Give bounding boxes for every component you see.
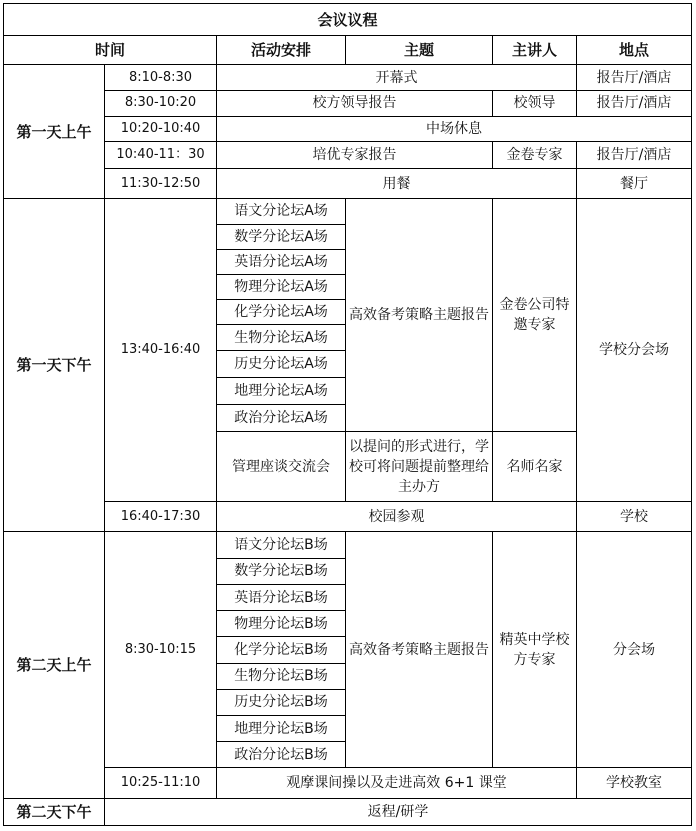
forum-cell: 英语分论坛B场: [217, 585, 346, 611]
forum-cell: 英语分论坛A场: [217, 249, 346, 274]
forum-cell: 政治分论坛B场: [217, 742, 346, 768]
time-cell: 11:30-12:50: [105, 169, 217, 199]
venue-cell: 餐厅: [577, 169, 692, 199]
forum-cell: 语文分论坛A场: [217, 199, 346, 224]
table-row: [4, 531, 692, 558]
activity-cell: 校方领导报告: [217, 90, 493, 116]
venue-cell: 报告厅/酒店: [577, 141, 692, 168]
forum-cell: 地理分论坛A场: [217, 377, 346, 404]
forum-cell: 生物分论坛A场: [217, 325, 346, 351]
table-row: [4, 116, 692, 141]
venue-cell: 报告厅/酒店: [577, 65, 692, 90]
forum-cell: 地理分论坛B场: [217, 716, 346, 742]
time-cell: 16:40-17:30: [105, 502, 217, 531]
time-cell: 10:20-10:40: [105, 116, 217, 141]
header-row: [4, 36, 692, 65]
venue-cell: 学校教室: [577, 768, 692, 798]
activity-cell: 中场休息: [217, 116, 692, 141]
table-row: [4, 169, 692, 199]
speaker-cell: 金卷公司特邀专家: [493, 199, 577, 432]
day-label: 第二天下午: [4, 798, 105, 825]
agenda-table: [3, 3, 692, 826]
activity-cell: 管理座谈交流会: [217, 431, 346, 502]
activity-cell: 用餐: [217, 169, 577, 199]
header-activity: 活动安排: [217, 36, 346, 65]
forum-cell: 政治分论坛A场: [217, 404, 346, 431]
forum-cell: 历史分论坛A场: [217, 351, 346, 377]
forum-cell: 数学分论坛A场: [217, 224, 346, 249]
table-row: [4, 768, 692, 798]
time-cell: 13:40-16:40: [105, 199, 217, 502]
forum-cell: 生物分论坛B场: [217, 663, 346, 689]
table-row: [4, 65, 692, 90]
time-cell: 8:30-10:20: [105, 90, 217, 116]
header-speaker: 主讲人: [493, 36, 577, 65]
forum-cell: 化学分论坛A场: [217, 300, 346, 325]
header-topic: 主题: [346, 36, 493, 65]
speaker-cell: 名师名家: [493, 431, 577, 502]
forum-cell: 物理分论坛B场: [217, 611, 346, 637]
table-row: [4, 90, 692, 116]
topic-cell: 高效备考策略主题报告: [346, 531, 493, 768]
day-label: 第二天上午: [4, 531, 105, 798]
header-venue: 地点: [577, 36, 692, 65]
venue-cell: 分会场: [577, 531, 692, 768]
venue-cell: 报告厅/酒店: [577, 90, 692, 116]
forum-cell: 化学分论坛B场: [217, 637, 346, 663]
activity-cell: 观摩课间操以及走进高效 6+1 课堂: [217, 768, 577, 798]
activity-cell: 开幕式: [217, 65, 577, 90]
agenda-title: 会议议程: [4, 4, 692, 36]
table-row: [4, 502, 692, 531]
table-row: [4, 798, 692, 825]
speaker-cell: 校领导: [493, 90, 577, 116]
time-cell: 10:40-11：30: [105, 141, 217, 168]
activity-cell: 校园参观: [217, 502, 577, 531]
day-label: 第一天上午: [4, 65, 105, 199]
forum-cell: 语文分论坛B场: [217, 531, 346, 558]
table-row: [4, 141, 692, 168]
topic-cell: 高效备考策略主题报告: [346, 199, 493, 432]
time-cell: 8:30-10:15: [105, 531, 217, 768]
topic-cell: 以提问的形式进行，学校可将问题提前整理给主办方: [346, 431, 493, 502]
time-cell: 10:25-11:10: [105, 768, 217, 798]
forum-cell: 历史分论坛B场: [217, 689, 346, 715]
activity-cell: 培优专家报告: [217, 141, 493, 168]
venue-cell: 学校: [577, 502, 692, 531]
time-cell: 8:10-8:30: [105, 65, 217, 90]
forum-cell: 物理分论坛A场: [217, 274, 346, 299]
activity-cell: 返程/研学: [105, 798, 692, 825]
title-row: [4, 4, 692, 36]
day-label: 第一天下午: [4, 199, 105, 531]
header-time: 时间: [4, 36, 217, 65]
table-row: [4, 199, 692, 224]
speaker-cell: 金卷专家: [493, 141, 577, 168]
speaker-cell: 精英中学校方专家: [493, 531, 577, 768]
venue-cell: 学校分会场: [577, 199, 692, 502]
forum-cell: 数学分论坛B场: [217, 558, 346, 584]
